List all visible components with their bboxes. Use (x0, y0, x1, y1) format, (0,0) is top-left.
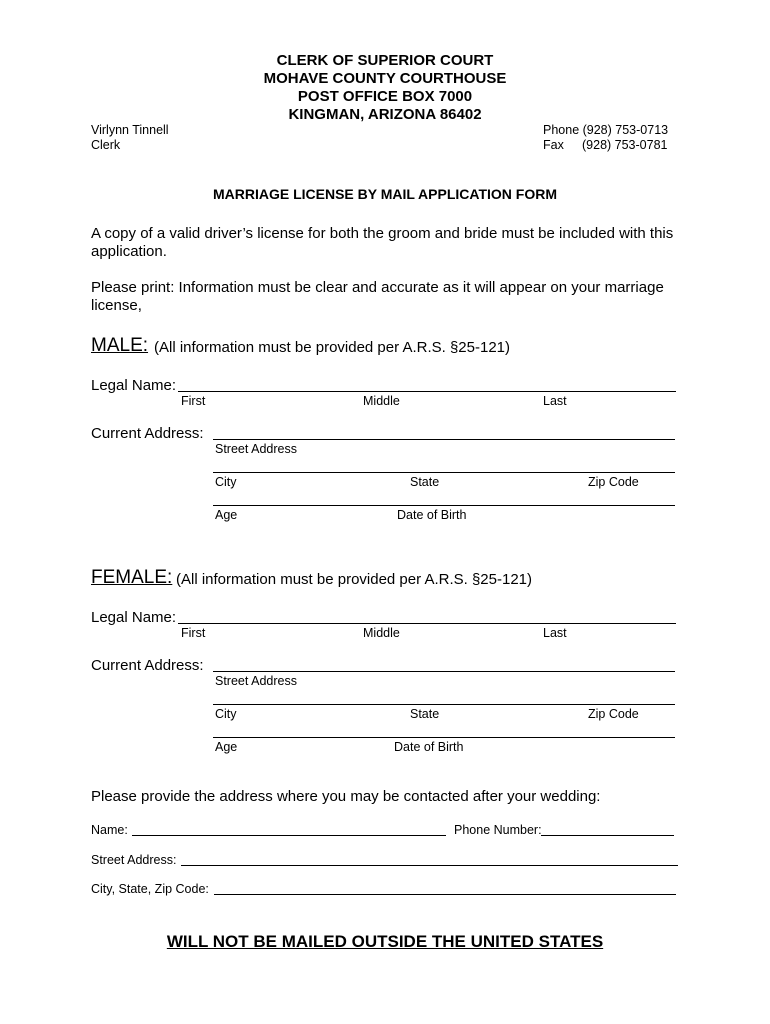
intro-paragraph-1-line-2: application. (91, 243, 167, 260)
male-state-label: State (410, 475, 440, 489)
male-age-label: Age (215, 508, 238, 522)
header-line-2: MOHAVE COUNTY COURTHOUSE (263, 70, 507, 87)
contact-name-line[interactable] (132, 835, 446, 836)
header-line-1: CLERK OF SUPERIOR COURT (276, 52, 494, 69)
male-middle-label: Middle (363, 394, 400, 408)
header-line-3: POST OFFICE BOX 7000 (297, 88, 473, 105)
female-legal-name-label: Legal Name: (91, 609, 177, 626)
clerk-title: Clerk (91, 138, 121, 152)
male-street-label: Street Address (215, 442, 297, 456)
male-age-line[interactable] (213, 505, 675, 506)
contact-name-label: Name: (91, 823, 128, 837)
female-city-line[interactable] (213, 704, 675, 705)
female-street-line[interactable] (213, 671, 675, 672)
contact-street-label: Street Address: (91, 853, 177, 867)
footer-notice: WILL NOT BE MAILED OUTSIDE THE UNITED STATES (166, 932, 604, 951)
female-current-address-label: Current Address: (91, 657, 204, 674)
female-age-label: Age (215, 740, 238, 754)
female-middle-label: Middle (363, 626, 400, 640)
male-zip-label: Zip Code (588, 475, 639, 489)
clerk-name: Virlynn Tinnell (91, 123, 169, 137)
female-dob-label: Date of Birth (394, 740, 464, 754)
intro-paragraph-2-line-2: license, (91, 297, 142, 314)
female-state-label: State (410, 707, 440, 721)
contact-prompt: Please provide the address where you may be contacted after your wedding: (91, 788, 601, 805)
male-dob-label: Date of Birth (397, 508, 467, 522)
male-heading: MALE: (91, 335, 149, 356)
fax-label: Fax (543, 138, 564, 152)
fax-number: (928) 753-0781 (582, 138, 668, 152)
female-last-label: Last (543, 626, 567, 640)
contact-street-line[interactable] (181, 865, 678, 866)
male-current-address-label: Current Address: (91, 425, 204, 442)
male-last-label: Last (543, 394, 567, 408)
female-note: (All information must be provided per A.R.S. §25-121) (176, 571, 533, 588)
header-line-4: KINGMAN, ARIZONA 86402 (288, 106, 482, 123)
form-title: MARRIAGE LICENSE BY MAIL APPLICATION FORM (212, 186, 558, 202)
male-first-label: First (181, 394, 206, 408)
male-legal-name-line[interactable] (178, 391, 676, 392)
female-zip-label: Zip Code (588, 707, 639, 721)
female-age-line[interactable] (213, 737, 675, 738)
contact-city-state-zip-line[interactable] (214, 894, 676, 895)
male-city-line[interactable] (213, 472, 675, 473)
male-legal-name-label: Legal Name: (91, 377, 177, 394)
female-city-label: City (215, 707, 237, 721)
phone-number: Phone (928) 753-0713 (543, 123, 669, 137)
female-legal-name-line[interactable] (178, 623, 676, 624)
contact-city-state-zip-label: City, State, Zip Code: (91, 882, 209, 896)
female-first-label: First (181, 626, 206, 640)
contact-phone-line[interactable] (541, 835, 674, 836)
female-heading: FEMALE: (91, 567, 173, 588)
male-city-label: City (215, 475, 237, 489)
male-street-line[interactable] (213, 439, 675, 440)
intro-paragraph-2-line-1: Please print: Information must be clear and accurate as it will appear on your marriage (91, 279, 664, 296)
intro-paragraph-1-line-1: A copy of a valid driver’s license for both the groom and bride must be included with this (91, 225, 674, 242)
contact-phone-label: Phone Number: (454, 823, 542, 837)
female-street-label: Street Address (215, 674, 297, 688)
male-note: (All information must be provided per A.R.S. §25-121) (154, 339, 511, 356)
